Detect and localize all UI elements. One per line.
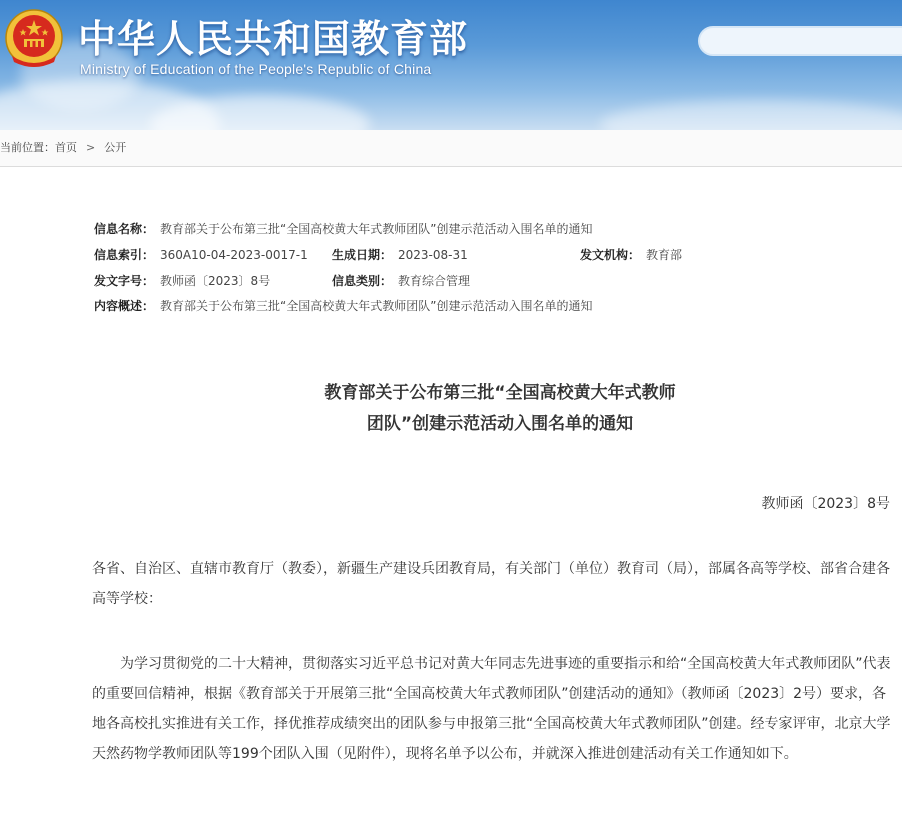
article-title-line2: 团队”创建示范活动入围名单的通知 — [366, 414, 634, 434]
site-title-cn[interactable]: 中华人民共和国教育部 — [78, 17, 469, 61]
info-row-name — [94, 220, 592, 238]
info-row-date — [332, 246, 468, 264]
breadcrumb — [0, 130, 902, 167]
cloud-decoration — [600, 100, 902, 130]
article-title-line1: 教育部关于公布第三批“全国高校黄大年式教师 — [324, 383, 676, 403]
info-row-summary — [94, 297, 592, 315]
info-date-value: 2023-08-31 — [398, 248, 468, 262]
info-date-label: 生成日期： — [332, 248, 393, 262]
search-input[interactable] — [698, 26, 902, 56]
info-issuer-label: 发文机构： — [580, 248, 641, 262]
info-index-label: 信息索引： — [94, 248, 155, 262]
article-title — [200, 378, 800, 440]
info-docno-value: 教师函〔2023〕8号 — [160, 274, 271, 288]
site-header — [0, 0, 902, 130]
info-category-value: 教育综合管理 — [398, 274, 471, 288]
breadcrumb-separator: > — [86, 141, 96, 154]
breadcrumb-prefix: 当前位置： — [0, 141, 55, 154]
site-title-en[interactable]: Ministry of Education of the People's Republic of China — [80, 61, 432, 77]
info-row-docno — [94, 272, 270, 290]
info-summary-value: 教育部关于公布第三批“全国高校黄大年式教师团队”创建示范活动入围名单的通知 — [160, 299, 593, 313]
info-issuer-value: 教育部 — [646, 248, 683, 262]
article-addressee: 各省、自治区、直辖市教育厅（教委），新疆生产建设兵团教育局，有关部门（单位）教育司（局），部属各高等学校、部省合建各高等学校： — [92, 561, 890, 607]
article-body-paragraph: 为学习贯彻党的二十大精神，贯彻落实习近平总书记对黄大年同志先进事迹的重要指示和给“全国高校黄大年式教师团队”代表的重要回信精神，根据《教育部关于开展第三批“全国高校黄大年式教师团队”创建活动的通知》（教师函〔2023〕2号）要求，各地各高校扎实推进有关工作，择优推荐成绩突出的团队参与申报第三批“全国高校黄大年式教师团队”创建。经专家评审，北京大学天然药物学教师团队等199个团队入围（见附件），现将名单予以公布，并就深入推进创建活动有关工作通知如下。 — [92, 656, 891, 762]
info-name-label: 信息名称： — [94, 222, 155, 236]
info-name-value: 教育部关于公布第三批“全国高校黄大年式教师团队”创建示范活动入围名单的通知 — [160, 222, 593, 236]
info-row-index — [94, 246, 308, 264]
info-docno-label: 发文字号： — [94, 274, 155, 288]
info-category-label: 信息类别： — [332, 274, 393, 288]
info-row-category — [332, 272, 470, 290]
national-emblem-icon[interactable] — [4, 8, 64, 70]
info-row-issuer — [580, 246, 682, 264]
info-index-value: 360A10-04-2023-0017-1 — [160, 248, 308, 262]
article-doc-number: 教师函〔2023〕8号 — [761, 496, 890, 512]
info-summary-label: 内容概述： — [94, 299, 155, 313]
breadcrumb-public-link[interactable]: 公开 — [104, 141, 127, 154]
breadcrumb-home-link[interactable]: 首页 — [55, 141, 77, 154]
